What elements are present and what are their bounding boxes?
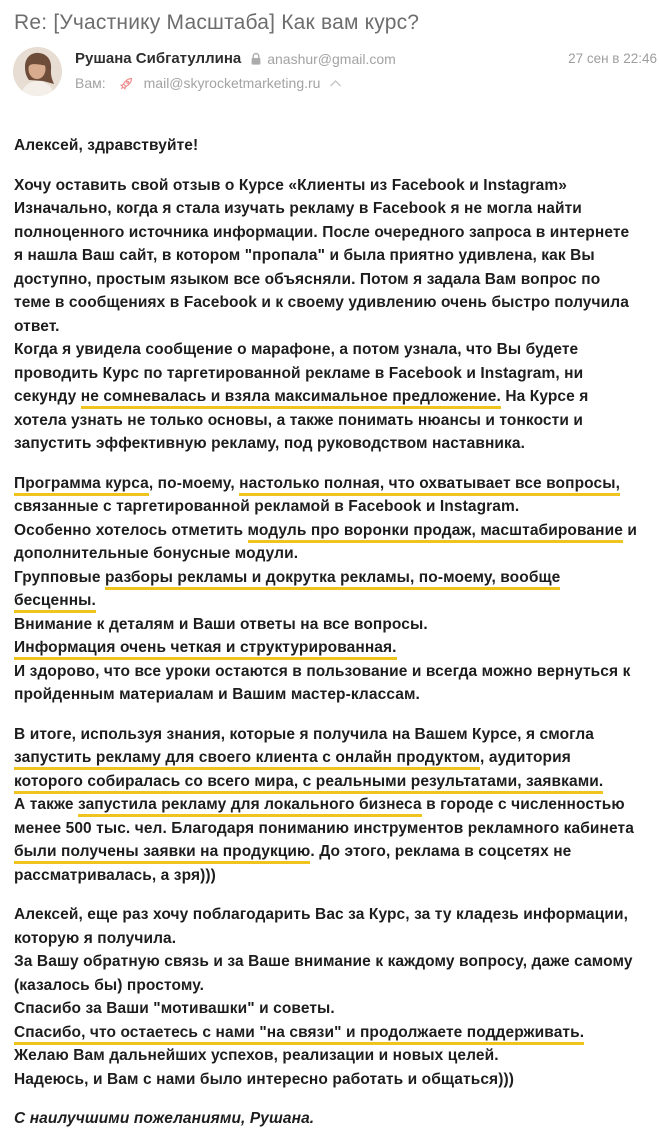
text-segment: связанные с таргетированной рекламой в Facebook и Instagram. (14, 498, 520, 515)
paragraph (14, 174, 645, 456)
body-line (14, 291, 645, 315)
body-line (14, 997, 645, 1021)
body-line (14, 221, 645, 245)
body-line (14, 903, 645, 927)
body-line (14, 589, 645, 613)
body-line (14, 950, 645, 974)
text-segment: которую я получила. (14, 929, 177, 947)
body-line (14, 974, 645, 998)
text-segment: Желаю Вам дальнейших успехов, реализации и новых целей. (14, 1047, 499, 1064)
text-segment: и (622, 521, 637, 539)
sender-email[interactable]: anashur@gmail.com (267, 50, 396, 67)
text-segment: я нашла Ваш сайт, в котором "пропала" и была приятно удивлена, как Вы (14, 247, 595, 264)
signature-paragraph (14, 1107, 645, 1131)
paragraph (14, 472, 645, 707)
highlighted-text: Спасибо, что остаетесь с нами "на связи" и продолжаете поддерживать. (14, 1024, 584, 1045)
body-line (14, 542, 645, 566)
body-line (14, 338, 645, 362)
body-line (14, 268, 645, 292)
text-segment: , аудитория (480, 749, 571, 766)
body-line (14, 1044, 645, 1068)
body-line (14, 385, 645, 409)
highlighted-text: модуль про воронки продаж, масштабирование (248, 522, 623, 543)
text-segment: Когда я увидела сообщение о марафоне, а потом узнала, что Вы будете (14, 341, 579, 358)
body-line (14, 636, 645, 660)
text-segment: В итоге, используя знания, которые я получила на Вашем Курсе, я смогла (14, 725, 594, 743)
body-line (14, 244, 645, 268)
text-segment: полноценного источника информации. После очередного запроса в интернете (14, 223, 630, 241)
email-date: 27 сен в 22:46 (568, 51, 657, 66)
body-line (14, 1068, 645, 1092)
body-line (14, 495, 645, 519)
to-label: Вам: (75, 75, 106, 91)
text-segment: рассматривалась, а зря))) (14, 866, 216, 884)
paragraph (14, 723, 645, 888)
body-line (14, 927, 645, 951)
text-segment: А также (14, 796, 78, 813)
rocket-icon (119, 76, 134, 91)
text-segment: в городе с численностью (421, 796, 625, 813)
highlighted-text: не сомневалась и взяла максимальное предложение. (81, 388, 501, 409)
body-line (14, 197, 645, 221)
email-header (0, 37, 659, 96)
text-segment: Хочу оставить свой отзыв о Курсе «Клиенты из Facebook и Instagram» (14, 176, 567, 194)
text-segment: дополнительные бонусные модули. (14, 545, 299, 562)
body-line (14, 864, 645, 888)
sender-name[interactable]: Рушана Сибгатуллина (75, 50, 242, 67)
text-segment: Алексей, еще раз хочу поблагодарить Вас за Курс, за ту кладезь информации, (14, 906, 629, 923)
avatar[interactable] (13, 47, 62, 96)
text-segment: (казалось бы) простому. (14, 976, 204, 994)
body-line (14, 566, 645, 590)
highlighted-text: Программа курса (14, 475, 149, 496)
body-line (14, 315, 645, 339)
text-segment: , по-моему, (148, 474, 240, 492)
body-line (14, 746, 645, 770)
body-line (14, 362, 645, 386)
chevron-up-icon[interactable] (329, 79, 342, 88)
text-segment: За Вашу обратную связь и за Ваше внимание к каждому вопросу, даже самому (14, 953, 633, 970)
body-line (14, 432, 645, 456)
text-segment: И здорово, что все уроки остаются в пользование и всегда можно вернуться к (14, 662, 631, 680)
body-line (14, 793, 645, 817)
text-segment: Алексей, здравствуйте! (14, 137, 199, 154)
highlighted-text: бесценны. (14, 592, 96, 613)
paragraph (14, 903, 645, 1091)
body-line (14, 683, 645, 707)
lock-icon (250, 52, 262, 66)
text-segment: Спасибо за Ваши "мотивашки" и советы. (14, 1000, 335, 1017)
highlighted-text: запустить рекламу для своего клиента с онлайн продуктом (14, 749, 480, 770)
text-segment: Особенно хотелось отметить (14, 521, 248, 539)
highlighted-text: Информация очень четкая и структурированная. (14, 639, 397, 660)
text-segment: Надеюсь, и Вам с нами было интересно работать и общаться))) (14, 1070, 514, 1088)
text-segment: менее 500 тыс. чел. Благодаря пониманию инструментов рекламного кабинета (14, 819, 634, 837)
email-body (0, 96, 659, 1131)
body-line (14, 723, 645, 747)
body-line (14, 817, 645, 841)
text-segment: проводить Курс по таргетированной рекламе в Facebook и Instagram, ни (14, 364, 584, 382)
text-segment: Внимание к деталям и Ваши ответы на все вопросы. (14, 615, 428, 633)
text-segment: Групповые (14, 568, 105, 586)
text-segment: На Курсе я (500, 388, 589, 405)
body-line (14, 519, 645, 543)
body-line (14, 1021, 645, 1045)
body-line (14, 770, 645, 794)
recipient-row (75, 75, 659, 91)
highlighted-text: разборы рекламы и докрутка рекламы, по-моему, вообще (105, 569, 560, 590)
text-segment: доступно, простым языком все объясняли. Потом я задала Вам вопрос по (14, 270, 601, 288)
text-segment: теме в сообщениях в Facebook и к своему удивлению очень быстро получила (14, 294, 629, 311)
body-line (14, 409, 645, 433)
body-line (14, 613, 645, 637)
text-segment: хотела узнать не только основы, а также понимать нюансы и тонкости и (14, 411, 584, 429)
sender-row (75, 50, 659, 67)
text-segment: С наилучшими пожеланиями, Рушана. (14, 1110, 315, 1127)
avatar-photo (13, 47, 62, 96)
text-segment: секунду (14, 388, 81, 405)
text-segment: запустить эффективную рекламу, под руководством наставника. (14, 435, 526, 452)
recipient-email[interactable]: mail@skyrocketmarketing.ru (143, 75, 321, 91)
body-line (14, 134, 645, 158)
text-segment: пройденным материалам и Вашим мастер-классам. (14, 686, 420, 703)
highlighted-text: были получены заявки на продукцию (14, 843, 310, 864)
highlighted-text: запустила рекламу для локального бизнеса (78, 796, 422, 817)
paragraph (14, 134, 645, 158)
highlighted-text: настолько полная, что охватывает все вопросы, (239, 475, 620, 496)
body-line (14, 472, 645, 496)
highlighted-text: которого собиралась со всего мира, с реальными результатами, заявками. (14, 773, 603, 794)
email-subject: Re: [Участнику Масштаба] Как вам курс? (14, 11, 420, 34)
text-segment: . До этого, реклама в соцсетях не (310, 843, 572, 860)
text-segment: ответ. (14, 317, 60, 335)
body-line (14, 1107, 645, 1131)
body-line (14, 174, 645, 198)
text-segment: Изначально, когда я стала изучать рекламу в Facebook я не могла найти (14, 200, 582, 217)
body-line (14, 840, 645, 864)
body-line (14, 660, 645, 684)
header-meta (75, 47, 659, 91)
